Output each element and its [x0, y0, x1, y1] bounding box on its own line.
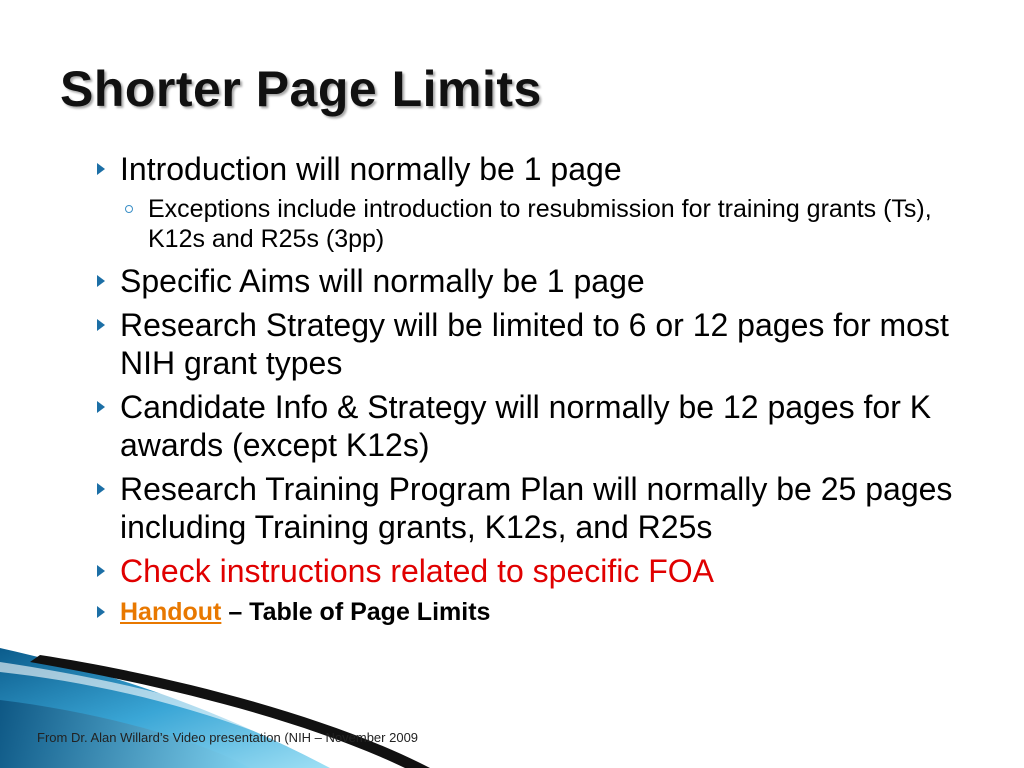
bullet-arrow-icon — [97, 401, 105, 413]
bullet-training-program: Research Training Program Plan will normally be 25 pages including Training grants, K12s, and R25s — [94, 470, 994, 546]
handout-link[interactable]: Handout — [120, 598, 222, 626]
sub-bullet-circle-icon — [125, 205, 133, 213]
bullet-list — [94, 150, 994, 634]
bullet-handout — [94, 596, 994, 628]
slide-title: Shorter Page Limits — [60, 61, 542, 117]
bullet-arrow-icon — [97, 606, 105, 618]
sub-bullet-exceptions: Exceptions include introduction to resubmission for training grants (Ts), K12s and R25s (3pp) — [122, 194, 994, 254]
bullet-arrow-icon — [97, 163, 105, 175]
bullet-arrow-icon — [97, 565, 105, 577]
bullet-check-instructions: Check instructions related to specific FOA — [94, 552, 994, 590]
bullet-arrow-icon — [97, 275, 105, 287]
bullet-arrow-icon — [97, 319, 105, 331]
handout-description: – Table of Page Limits — [221, 598, 491, 626]
footer-credit: From Dr. Alan Willard’s Video presentation (NIH – November 2009 — [37, 730, 419, 745]
bullet-introduction: Introduction will normally be 1 page — [94, 150, 994, 188]
bullet-research-strategy: Research Strategy will be limited to 6 or 12 pages for most NIH grant types — [94, 306, 994, 382]
bullet-arrow-icon — [97, 483, 105, 495]
bullet-candidate-info: Candidate Info & Strategy will normally be 12 pages for K awards (except K12s) — [94, 388, 994, 464]
bullet-specific-aims: Specific Aims will normally be 1 page — [94, 262, 994, 300]
